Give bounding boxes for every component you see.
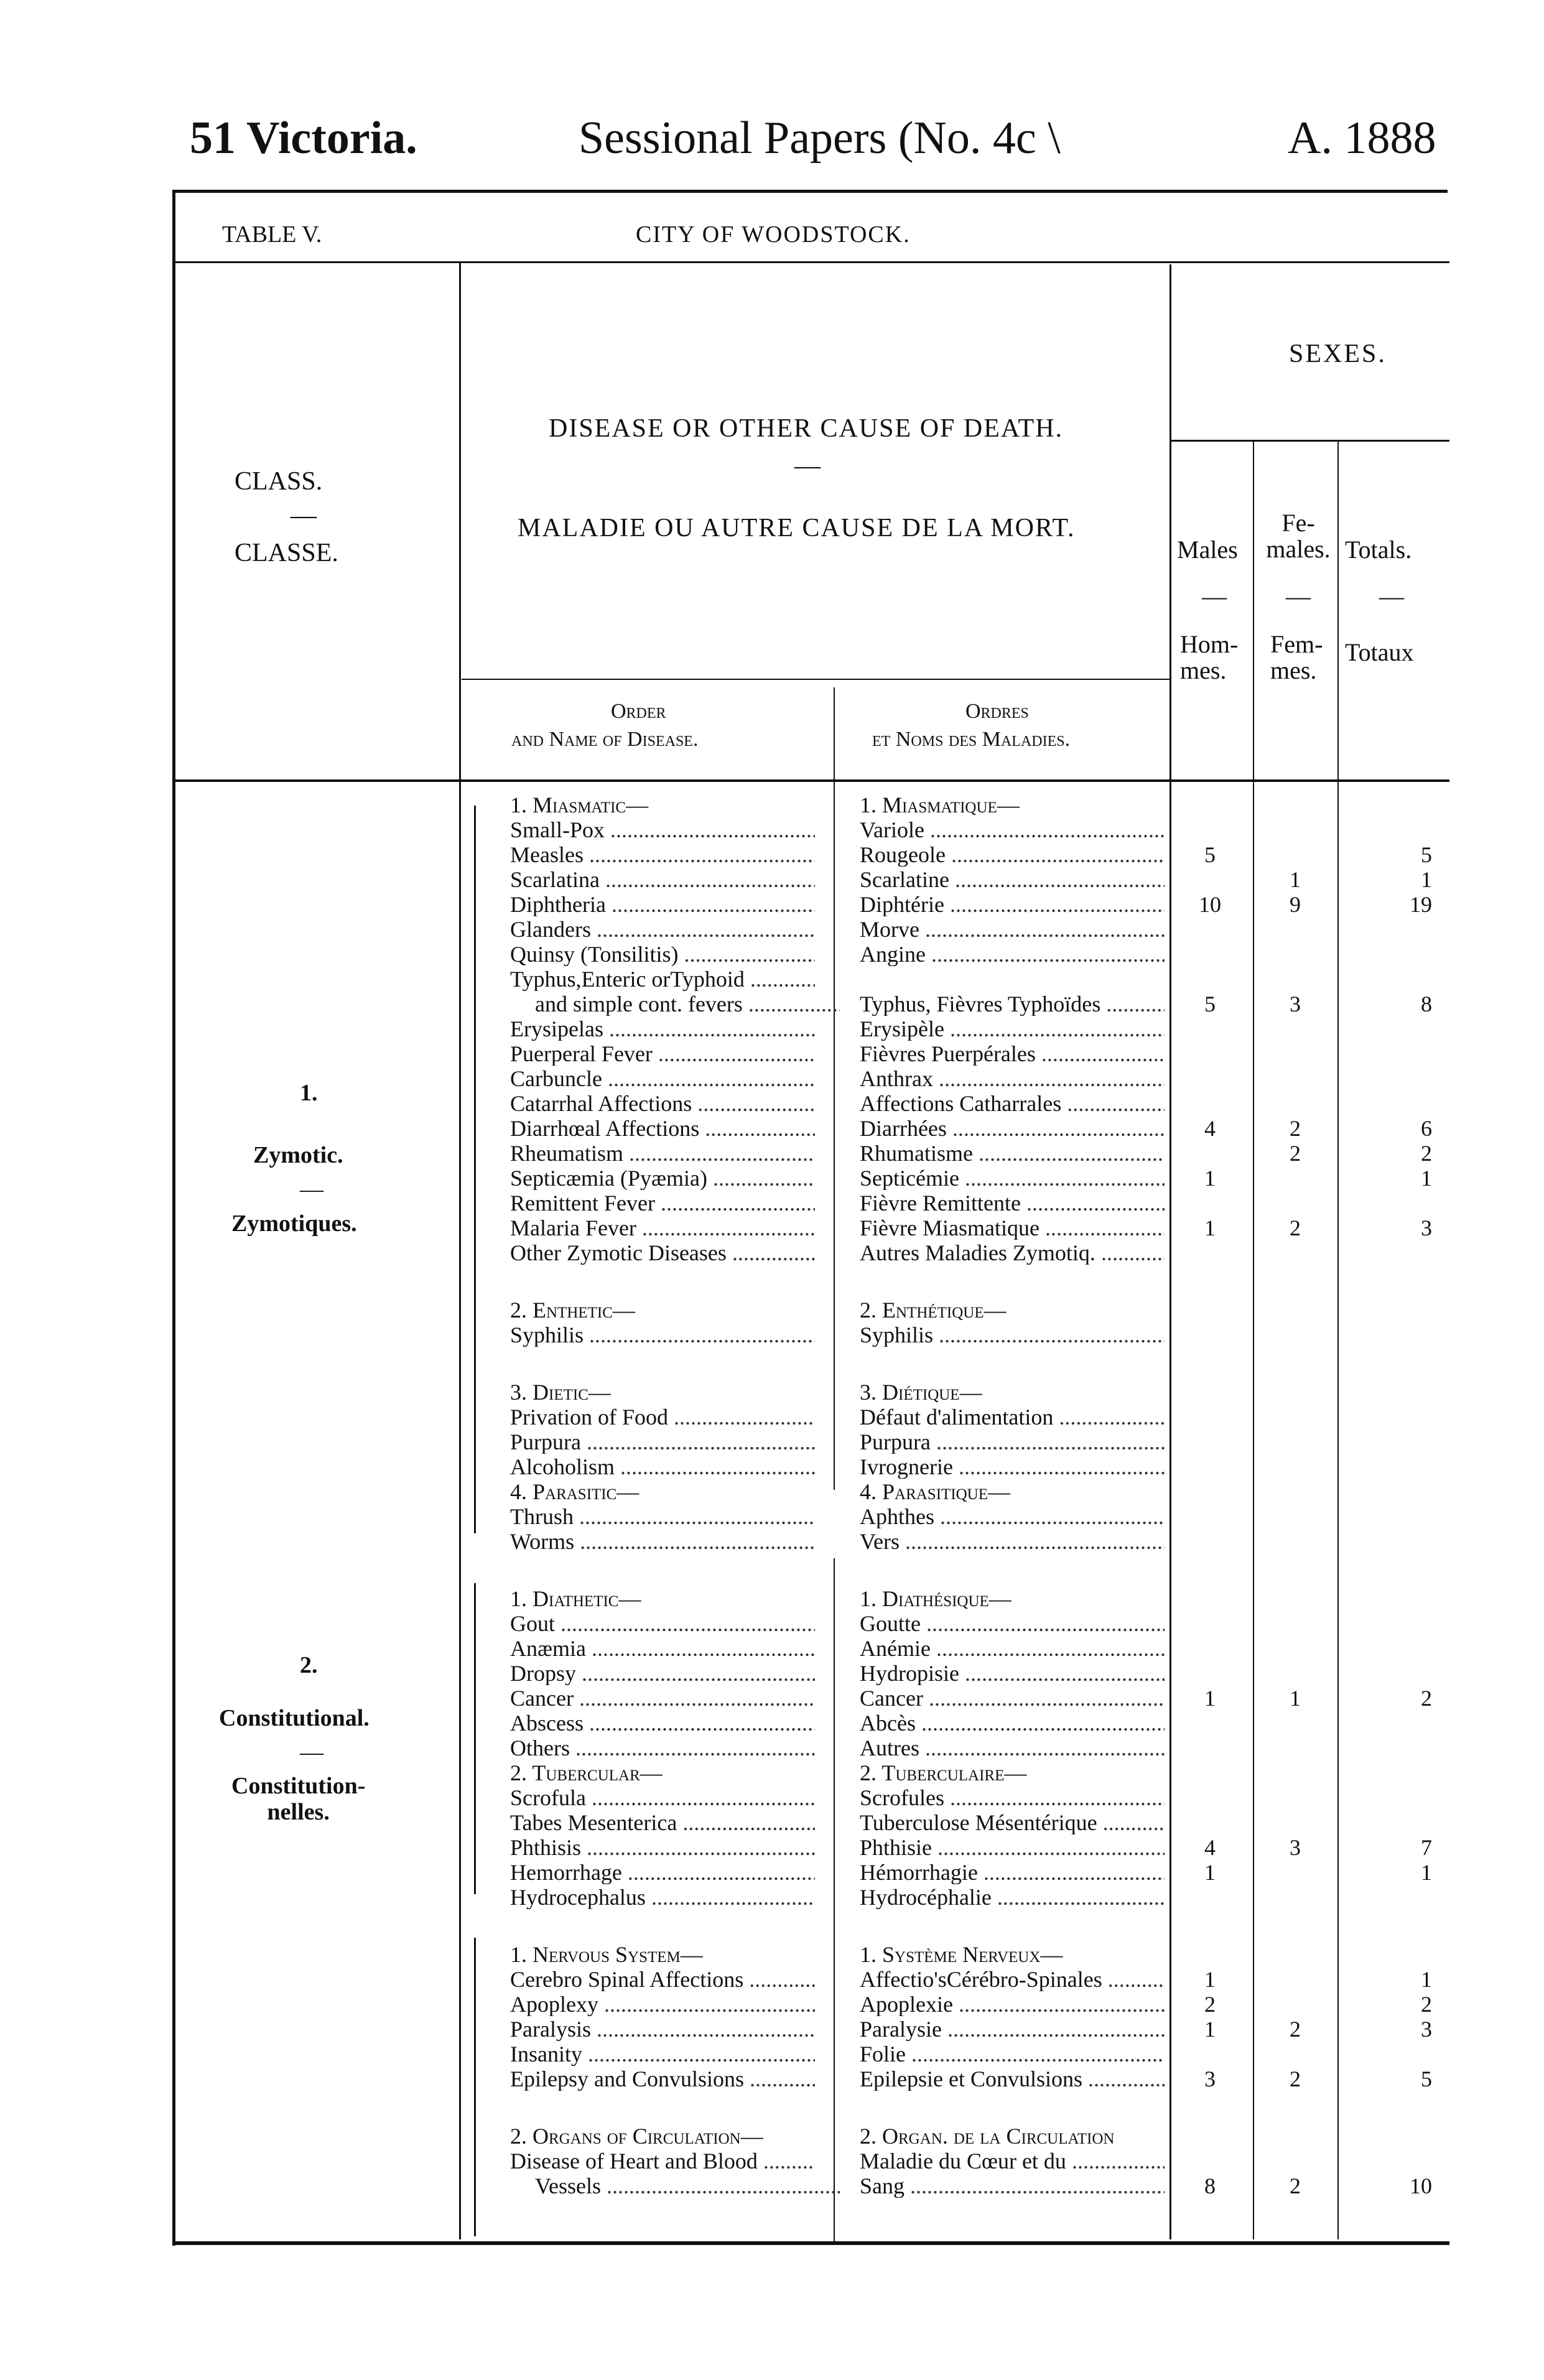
disease-name-en: Other Zymotic Diseases ..... [510,1241,815,1265]
sexes-rule [1171,440,1449,442]
totals-count: 5 [1421,2067,1432,2091]
disease-name-fr: Hydrocéphalie ..... [860,1885,1165,1909]
table-row [175,1455,1449,1479]
disease-name-en: Others ..... [510,1736,815,1760]
table-row [175,1530,1449,1553]
class-2-dash: — [300,1739,323,1765]
totals-count: 1 [1421,1861,1432,1884]
disease-name-fr: Purpura ..... [860,1430,1165,1454]
class-2-en: Constitutional. [219,1705,370,1731]
disease-name-en: Hydrocephalus ..... [510,1885,815,1909]
disease-name-fr: Erysipèle ..... [860,1017,1165,1041]
totals-header-fr: Totaux [1345,638,1414,666]
page-header-center: Sessional Papers (No. 4c \ [579,113,1061,164]
disease-name-fr: Typhus, Fièvres Typhoïdes ..... [860,992,1165,1016]
table-row [175,1662,1449,1685]
disease-name-en: 1. Nervous System— [510,1943,703,1966]
table-row [175,1761,1449,1785]
table-row [175,2124,1449,2148]
table-row [175,1298,1449,1322]
disease-name-en: Dropsy ..... [510,1662,815,1685]
males-count: 4 [1204,1836,1216,1859]
disease-name-en: 3. Dietic— [510,1380,611,1404]
table-row [175,942,1449,966]
females-count: 1 [1290,1686,1301,1710]
page-header-right: A. 1888 [1288,113,1436,164]
totals-count: 1 [1421,1166,1432,1190]
disease-name-en: Purpura ..... [510,1430,815,1454]
table-row [175,1241,1449,1265]
disease-name-fr: Diphtérie ..... [860,893,1165,916]
disease-name-en: Quinsy (Tonsilitis) ..... [510,942,815,966]
disease-name-en: Remittent Fever ..... [510,1191,815,1215]
disease-name-en: Measles ..... [510,843,815,867]
disease-name-fr: Cancer ..... [860,1686,1165,1710]
table-row [175,2174,1449,2198]
males-count: 8 [1204,2174,1216,2198]
sexes-header: SEXES. [1289,340,1387,368]
class-1-fr: Zymotiques. [231,1211,357,1237]
disease-name-en: Hemorrhage ..... [510,1861,815,1884]
header-bottom-rule [175,779,1449,782]
totals-count: 2 [1421,1686,1432,1710]
table-row [175,1092,1449,1115]
disease-name-fr: Défaut d'alimentation ..... [860,1405,1165,1429]
disease-name-fr: Goutte ..... [860,1612,1165,1635]
disease-name-fr: Affectio'sCérébro-Spinales ..... [860,1968,1165,1991]
table-row [175,992,1449,1016]
disease-name-en: 2. Organs of Circulation— [510,2124,763,2148]
class-2-num: 2. [300,1652,318,1678]
class-2-fr: Constitution- nelles. [231,1773,366,1825]
disease-name-en: Thrush ..... [510,1505,815,1528]
males-header-en: Males [1177,536,1238,564]
totals-count: 3 [1421,2017,1432,2041]
disease-name-fr: 1. Diathésique— [860,1587,1012,1611]
females-count: 1 [1290,868,1301,891]
table-title: CITY OF WOODSTOCK. [636,221,911,248]
totals-header-en: Totals. [1345,536,1412,564]
disease-name-en: Vessels ..... [510,2174,840,2198]
disease-name-en: Privation of Food ..... [510,1405,815,1429]
disease-name-en: and simple cont. fevers ..... [510,992,840,1016]
males-header-dash: — [1202,582,1227,610]
disease-name-fr: Fièvres Puerpérales ..... [860,1042,1165,1066]
totals-count: 10 [1410,2174,1432,2198]
disease-name-en: Typhus,Enteric orTyphoid ..... [510,967,815,991]
males-header-fr: Hom- mes. [1180,630,1239,684]
table-top-rule [172,190,1448,193]
title-rule [175,261,1449,263]
disease-name-fr: Ivrognerie ..... [860,1455,1165,1479]
table-row [175,1430,1449,1454]
table-row [175,918,1449,941]
females-header-fr: Fem- mes. [1270,630,1323,684]
table-row [175,2067,1449,2091]
disease-name-fr: 2. Organ. de la Circulation [860,2124,1115,2148]
males-count: 1 [1204,1216,1216,1240]
disease-name-fr: Diarrhées ..... [860,1117,1165,1140]
table-row [175,1380,1449,1404]
disease-name-en: Catarrhal Affections ..... [510,1092,815,1115]
table-row [175,1861,1449,1884]
mortality-table [175,190,1449,2246]
males-count: 1 [1204,1166,1216,1190]
table-row [175,1836,1449,1859]
disease-name-fr: Vers ..... [860,1530,1165,1553]
class-header-en: CLASS. [235,467,323,496]
females-header-dash: — [1286,582,1311,610]
table-row [175,843,1449,867]
disease-name-en: 4. Parasitic— [510,1480,639,1504]
totals-count: 2 [1421,1141,1432,1165]
disease-name-en: Malaria Fever ..... [510,1216,815,1240]
disease-name-en: Cancer ..... [510,1686,815,1710]
table-row [175,1885,1449,1909]
disease-name-en: Tabes Mesenterica ..... [510,1811,815,1834]
disease-name-en: Diphtheria ..... [510,893,815,916]
disease-name-fr: 2. Tuberculaire— [860,1761,1027,1785]
disease-name-en: Anæmia ..... [510,1637,815,1660]
totals-count: 19 [1410,893,1432,916]
order-fr-line2: et Noms des Maladies. [872,728,1071,751]
disease-name-fr: Hémorrhagie ..... [860,1861,1165,1884]
table-row [175,818,1449,842]
disease-name-fr: Paralysie ..... [860,2017,1165,2041]
males-count: 1 [1204,1686,1216,1710]
table-row [175,1612,1449,1635]
disease-name-en: 2. Enthetic— [510,1298,635,1322]
disease-name-fr: 1. Système Nerveux— [860,1943,1063,1966]
totals-count: 1 [1421,868,1432,891]
disease-name-fr: Rougeole ..... [860,843,1165,867]
disease-name-en: Epilepsy and Convulsions ..... [510,2067,815,2091]
table-row [175,1811,1449,1834]
table-row [175,1786,1449,1810]
males-count: 3 [1204,2067,1216,2091]
disease-name-fr: 1. Miasmatique— [860,793,1020,817]
table-bottom-rule [175,2241,1449,2245]
females-count: 2 [1290,2174,1301,2198]
disease-name-fr: Sang ..... [860,2174,1165,2198]
page-header-left: 51 Victoria. [190,113,417,164]
disease-name-fr: Epilepsie et Convulsions ..... [860,2067,1165,2091]
disease-name-fr: Rhumatisme ..... [860,1141,1165,1165]
disease-name-en: Syphilis ..... [510,1323,815,1347]
disease-name-en: Erysipelas ..... [510,1017,815,1041]
disease-name-en: Scrofula ..... [510,1786,815,1810]
totals-count: 8 [1421,992,1432,1016]
table-row [175,1067,1449,1090]
males-count: 5 [1204,843,1216,867]
disease-name-fr: Aphthes ..... [860,1505,1165,1528]
table-row [175,793,1449,817]
disease-name-en: Glanders ..... [510,918,815,941]
table-row [175,868,1449,891]
disease-name-en: Carbuncle ..... [510,1067,815,1090]
disease-name-en: Septicæmia (Pyæmia) ..... [510,1166,815,1190]
class-header-fr: CLASSE. [235,539,338,567]
disease-name-fr: Fièvre Miasmatique ..... [860,1216,1165,1240]
disease-name-fr: Phthisie ..... [860,1836,1165,1859]
table-row [175,1480,1449,1504]
disease-name-en: Cerebro Spinal Affections ..... [510,1968,815,1991]
males-count: 5 [1204,992,1216,1016]
disease-name-fr: Hydropisie ..... [860,1662,1165,1685]
disease-name-en: Insanity ..... [510,2042,815,2066]
females-count: 2 [1290,2017,1301,2041]
females-count: 9 [1290,893,1301,916]
table-row [175,1736,1449,1760]
disease-name-en: Phthisis ..... [510,1836,815,1859]
disease-name-fr: Morve ..... [860,918,1165,941]
males-count: 1 [1204,1968,1216,1991]
class-1-dash: — [300,1176,323,1202]
table-row [175,967,1449,991]
disease-name-fr: Tuberculose Mésentérique ..... [860,1811,1165,1834]
disease-name-fr: 2. Enthétique— [860,1298,1007,1322]
disease-name-fr: Fièvre Remittente ..... [860,1191,1165,1215]
table-row [175,1637,1449,1660]
disease-name-fr: Autres ..... [860,1736,1165,1760]
table-label: TABLE V. [222,221,322,248]
order-en-line1: Order [611,700,666,723]
disease-name-fr: Septicémie ..... [860,1166,1165,1190]
females-count: 3 [1290,1836,1301,1859]
disease-name-en: 1. Miasmatic— [510,793,649,817]
disease-name-fr: Apoplexie ..... [860,1992,1165,2016]
males-count: 2 [1204,1992,1216,2016]
males-count: 1 [1204,1861,1216,1884]
disease-name-fr: Variole ..... [860,818,1165,842]
disease-name-en: Gout ..... [510,1612,815,1635]
table-row [175,1191,1449,1215]
table-row [175,1943,1449,1966]
disease-name-en: Abscess ..... [510,1711,815,1735]
disease-name-en: Alcoholism ..... [510,1455,815,1479]
totals-count: 7 [1421,1836,1432,1859]
table-row [175,1405,1449,1429]
disease-name-en: Disease of Heart and Blood ..... [510,2149,815,2173]
females-count: 2 [1290,1117,1301,1140]
table-row [175,2149,1449,2173]
males-count: 1 [1204,2017,1216,2041]
table-row [175,2042,1449,2066]
disease-name-fr: Anthrax ..... [860,1067,1165,1090]
table-row [175,1117,1449,1140]
table-row [175,1587,1449,1611]
subheader-rule [462,679,1170,680]
disease-name-fr: Abcès ..... [860,1711,1165,1735]
disease-name-en: Small-Pox ..... [510,818,815,842]
table-row [175,1216,1449,1240]
disease-name-fr: Anémie ..... [860,1637,1165,1660]
disease-name-fr: Angine ..... [860,942,1165,966]
disease-name-en: 1. Diathetic— [510,1587,641,1611]
females-count: 2 [1290,1216,1301,1240]
order-en-line2: and Name of Disease. [511,728,699,751]
totals-count: 6 [1421,1117,1432,1140]
order-fr-line1: Ordres [965,700,1029,723]
totals-count: 2 [1421,1992,1432,2016]
disease-name-fr: Syphilis ..... [860,1323,1165,1347]
females-count: 3 [1290,992,1301,1016]
table-row [175,1686,1449,1710]
disease-name-fr: Folie ..... [860,2042,1165,2066]
females-count: 2 [1290,1141,1301,1165]
table-row [175,2017,1449,2041]
class-1-num: 1. [300,1080,318,1106]
males-count: 4 [1204,1117,1216,1140]
class-header-dash: — [291,501,317,530]
disease-name-en: Paralysis ..... [510,2017,815,2041]
class-1-en: Zymotic. [253,1142,343,1168]
table-row [175,1992,1449,2016]
disease-name-fr: 4. Parasitique— [860,1480,1011,1504]
table-row [175,1141,1449,1165]
table-row [175,893,1449,916]
disease-name-en: Worms ..... [510,1530,815,1553]
disease-header-en: DISEASE OR OTHER CAUSE OF DEATH. [549,414,1064,443]
disease-name-en: Puerperal Fever ..... [510,1042,815,1066]
disease-name-en: Scarlatina ..... [510,868,815,891]
disease-name-fr: Autres Maladies Zymotiq. ..... [860,1241,1165,1265]
disease-header-fr: MALADIE OU AUTRE CAUSE DE LA MORT. [518,514,1076,542]
table-row [175,1042,1449,1066]
disease-name-en: Rheumatism ..... [510,1141,815,1165]
table-row [175,1711,1449,1735]
disease-name-en: 2. Tubercular— [510,1761,663,1785]
females-header-en: Fe- males. [1266,509,1331,563]
table-row [175,1323,1449,1347]
disease-name-fr: Scarlatine ..... [860,868,1165,891]
totals-count: 3 [1421,1216,1432,1240]
table-row [175,1166,1449,1190]
table-row [175,1968,1449,1991]
disease-name-fr: Scrofules ..... [860,1786,1165,1810]
totals-count: 1 [1421,1968,1432,1991]
disease-name-en: Diarrhœal Affections ..... [510,1117,815,1140]
males-count: 10 [1199,893,1221,916]
table-row [175,1505,1449,1528]
females-count: 2 [1290,2067,1301,2091]
disease-name-fr: 3. Diétique— [860,1380,982,1404]
disease-name-fr: Maladie du Cœur et du ..... [860,2149,1165,2173]
disease-header-dash: — [794,452,821,480]
table-row [175,1017,1449,1041]
disease-name-en: Apoplexy ..... [510,1992,815,2016]
totals-count: 5 [1421,843,1432,867]
disease-name-fr: Affections Catharrales ..... [860,1092,1165,1115]
totals-header-dash: — [1379,582,1404,610]
